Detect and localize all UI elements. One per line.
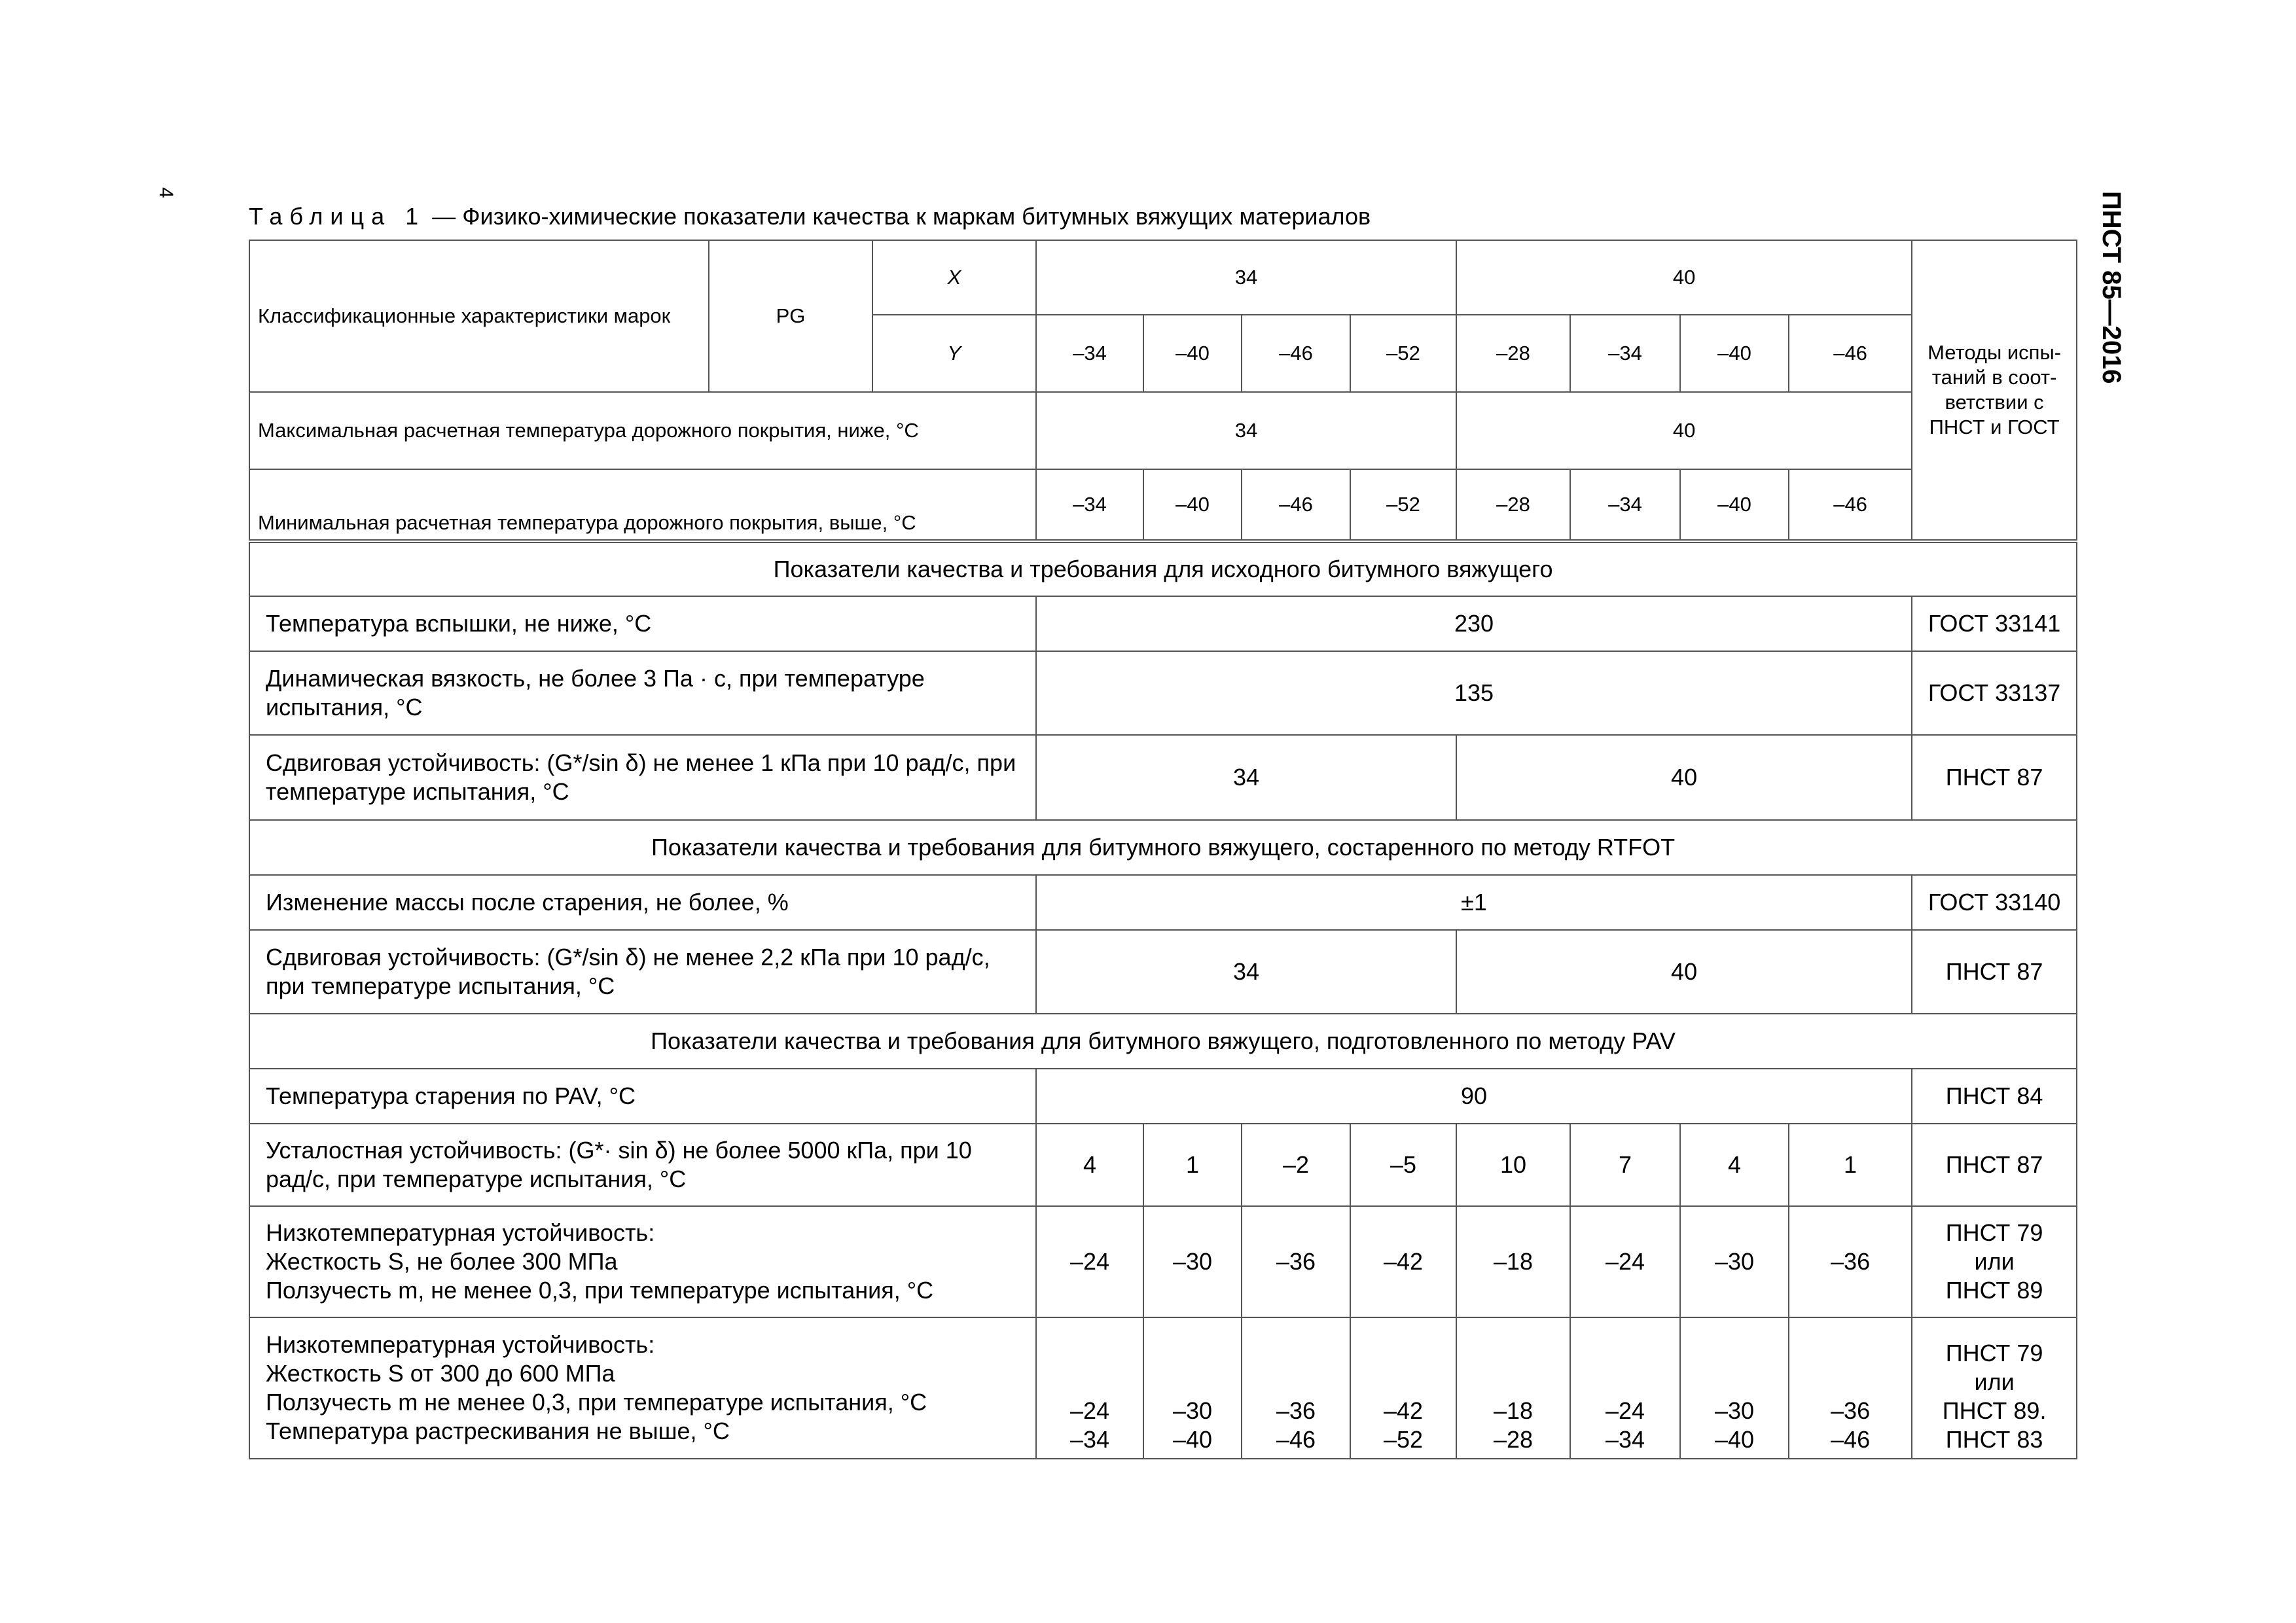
table-row bbox=[249, 930, 2077, 1014]
min-temp-value: –46 bbox=[1789, 469, 1912, 541]
row-value: –18 bbox=[1456, 1206, 1570, 1317]
row-label: Температура вспышки, не ниже, °C bbox=[249, 596, 1036, 651]
row-value: 10 bbox=[1456, 1124, 1570, 1206]
row-value: –2 bbox=[1242, 1124, 1350, 1206]
value-line: –30 bbox=[1715, 1397, 1755, 1424]
row-method bbox=[1912, 1317, 2077, 1459]
table-caption-prefix: Таблица 1 bbox=[249, 203, 426, 230]
table-row bbox=[249, 1124, 2077, 1206]
value-line: –46 bbox=[1276, 1426, 1316, 1453]
min-temp-row bbox=[249, 469, 2077, 541]
label-line: Ползучесть m не менее 0,3, при температуре испытания, °C bbox=[266, 1389, 927, 1416]
min-temp-value: –28 bbox=[1456, 469, 1570, 541]
row-value: –30 bbox=[1680, 1206, 1789, 1317]
method-line: ПНСТ 79 bbox=[1945, 1340, 2043, 1366]
row-value bbox=[1570, 1317, 1680, 1459]
row-value: 40 bbox=[1456, 930, 1912, 1014]
row-method: ПНСТ 87 bbox=[1912, 1124, 2077, 1206]
max-temp-value: 34 bbox=[1036, 392, 1456, 469]
row-value: –36 bbox=[1242, 1206, 1350, 1317]
label-line: Температура растрескивания не выше, °C bbox=[266, 1418, 730, 1444]
row-value bbox=[1036, 1317, 1143, 1459]
min-temp-value: –40 bbox=[1680, 469, 1789, 541]
label-line: Жесткость S, не более 300 МПа bbox=[266, 1248, 618, 1275]
header-row-x bbox=[249, 240, 2077, 315]
value-line: –42 bbox=[1383, 1397, 1424, 1424]
row-method: ГОСТ 33137 bbox=[1912, 651, 2077, 735]
row-label bbox=[249, 1317, 1036, 1459]
row-value: 7 bbox=[1570, 1124, 1680, 1206]
row-value: –24 bbox=[1570, 1206, 1680, 1317]
y-value: –46 bbox=[1789, 315, 1912, 392]
value-line: –34 bbox=[1605, 1426, 1645, 1453]
table-row bbox=[249, 596, 2077, 651]
section-heading-row bbox=[249, 820, 2077, 875]
value-line: –34 bbox=[1069, 1426, 1110, 1453]
label-line: Низкотемпературная устойчивость: bbox=[266, 1219, 655, 1246]
page-number: 4 bbox=[155, 187, 177, 198]
y-value: –34 bbox=[1570, 315, 1680, 392]
row-value: –36 bbox=[1789, 1206, 1912, 1317]
y-value: –40 bbox=[1143, 315, 1242, 392]
row-value bbox=[1680, 1317, 1789, 1459]
min-temp-label: Минимальная расчетная температура дорожного покрытия, выше, °C bbox=[249, 469, 1036, 541]
y-value: –28 bbox=[1456, 315, 1570, 392]
max-temp-value: 40 bbox=[1456, 392, 1912, 469]
row-label bbox=[249, 1206, 1036, 1317]
value-line: –28 bbox=[1494, 1426, 1534, 1453]
table-row bbox=[249, 1206, 2077, 1317]
row-value: 90 bbox=[1036, 1069, 1912, 1124]
row-value: –42 bbox=[1350, 1206, 1456, 1317]
y-value: –46 bbox=[1242, 315, 1350, 392]
x-label: X bbox=[872, 240, 1036, 315]
min-temp-value: –40 bbox=[1143, 469, 1242, 541]
row-value bbox=[1789, 1317, 1912, 1459]
section-heading-row bbox=[249, 541, 2077, 596]
min-temp-value: –34 bbox=[1570, 469, 1680, 541]
method-line: или bbox=[1974, 1248, 2015, 1275]
table-caption-text: — Физико-химические показатели качества к маркам битумных вяжущих материалов bbox=[425, 203, 1371, 230]
value-line: –40 bbox=[1172, 1426, 1213, 1453]
row-value: –24 bbox=[1036, 1206, 1143, 1317]
min-temp-value: –52 bbox=[1350, 469, 1456, 541]
row-value: 135 bbox=[1036, 651, 1912, 735]
row-method: ПНСТ 87 bbox=[1912, 735, 2077, 820]
value-line: –36 bbox=[1276, 1397, 1316, 1424]
row-method bbox=[1912, 1206, 2077, 1317]
row-label: Температура старения по PAV, °C bbox=[249, 1069, 1036, 1124]
table-row bbox=[249, 1069, 2077, 1124]
max-temp-label: Максимальная расчетная температура дорожного покрытия, ниже, °C bbox=[249, 392, 1036, 469]
x-value: 40 bbox=[1456, 240, 1912, 315]
row-value: 1 bbox=[1143, 1124, 1242, 1206]
value-line: –24 bbox=[1069, 1397, 1110, 1424]
method-line: ПНСТ 89. bbox=[1942, 1397, 2047, 1424]
row-value: –5 bbox=[1350, 1124, 1456, 1206]
value-line: –36 bbox=[1831, 1397, 1871, 1424]
quality-indicators-table bbox=[249, 240, 2077, 1459]
row-label: Усталостная устойчивость: (G*· sin δ) не более 5000 кПа, при 10 рад/с, при температуре испытания, °C bbox=[249, 1124, 1036, 1206]
row-label: Сдвиговая устойчивость: (G*/sin δ) не менее 1 кПа при 10 рад/с, при температуре испытания, °C bbox=[249, 735, 1036, 820]
pg-header: PG bbox=[709, 240, 872, 392]
methods-header: Методы испы-таний в соот-ветствии с ПНСТ и ГОСТ bbox=[1912, 240, 2077, 541]
table-row bbox=[249, 875, 2077, 930]
y-value: –34 bbox=[1036, 315, 1143, 392]
row-method: ПНСТ 87 bbox=[1912, 930, 2077, 1014]
method-line: ПНСТ 89 bbox=[1945, 1277, 2043, 1304]
row-value: 40 bbox=[1456, 735, 1912, 820]
value-line: –40 bbox=[1715, 1426, 1755, 1453]
row-method: ГОСТ 33140 bbox=[1912, 875, 2077, 930]
row-method: ПНСТ 84 bbox=[1912, 1069, 2077, 1124]
row-value bbox=[1456, 1317, 1570, 1459]
label-line: Жесткость S от 300 до 600 МПа bbox=[266, 1360, 615, 1387]
row-value bbox=[1242, 1317, 1350, 1459]
value-line: –52 bbox=[1383, 1426, 1424, 1453]
row-value: 34 bbox=[1036, 735, 1456, 820]
section-title: Показатели качества и требования для исходного битумного вяжущего bbox=[249, 541, 2077, 596]
section-title: Показатели качества и требования для битумного вяжущего, состаренного по методу RTFOT bbox=[249, 820, 2077, 875]
row-value: 230 bbox=[1036, 596, 1912, 651]
row-value: ±1 bbox=[1036, 875, 1912, 930]
table-row bbox=[249, 1317, 2077, 1459]
row-label: Динамическая вязкость, не более 3 Па · с, при температуре испытания, °C bbox=[249, 651, 1036, 735]
y-value: –40 bbox=[1680, 315, 1789, 392]
label-line: Низкотемпературная устойчивость: bbox=[266, 1331, 655, 1358]
method-line: ПНСТ 79 bbox=[1945, 1219, 2043, 1246]
value-line: –46 bbox=[1831, 1426, 1871, 1453]
method-line: ПНСТ 83 bbox=[1945, 1426, 2043, 1453]
y-value: –52 bbox=[1350, 315, 1456, 392]
row-label: Сдвиговая устойчивость: (G*/sin δ) не менее 2,2 кПа при 10 рад/с, при температуре испытания, °C bbox=[249, 930, 1036, 1014]
y-label: Y bbox=[872, 315, 1036, 392]
row-method: ГОСТ 33141 bbox=[1912, 596, 2077, 651]
label-line: Ползучесть m, не менее 0,3, при температуре испытания, °C bbox=[266, 1277, 934, 1304]
row-value: –30 bbox=[1143, 1206, 1242, 1317]
method-line: или bbox=[1974, 1368, 2015, 1395]
document-code: ПНСТ 85—2016 bbox=[2097, 191, 2126, 384]
row-value: 1 bbox=[1789, 1124, 1912, 1206]
min-temp-value: –34 bbox=[1036, 469, 1143, 541]
row-value bbox=[1143, 1317, 1242, 1459]
row-value: 4 bbox=[1680, 1124, 1789, 1206]
row-value: 4 bbox=[1036, 1124, 1143, 1206]
table-caption bbox=[249, 203, 1371, 230]
max-temp-row bbox=[249, 392, 2077, 469]
row-label: Изменение массы после старения, не более, % bbox=[249, 875, 1036, 930]
classification-header: Классификационные характеристики марок bbox=[249, 240, 709, 392]
section-title: Показатели качества и требования для битумного вяжущего, подготовленного по методу PAV bbox=[249, 1014, 2077, 1069]
value-line: –30 bbox=[1172, 1397, 1213, 1424]
value-line: –18 bbox=[1494, 1397, 1534, 1424]
table-row bbox=[249, 735, 2077, 820]
x-value: 34 bbox=[1036, 240, 1456, 315]
row-value bbox=[1350, 1317, 1456, 1459]
min-temp-value: –46 bbox=[1242, 469, 1350, 541]
row-value: 34 bbox=[1036, 930, 1456, 1014]
table-row bbox=[249, 651, 2077, 735]
value-line: –24 bbox=[1605, 1397, 1645, 1424]
section-heading-row bbox=[249, 1014, 2077, 1069]
